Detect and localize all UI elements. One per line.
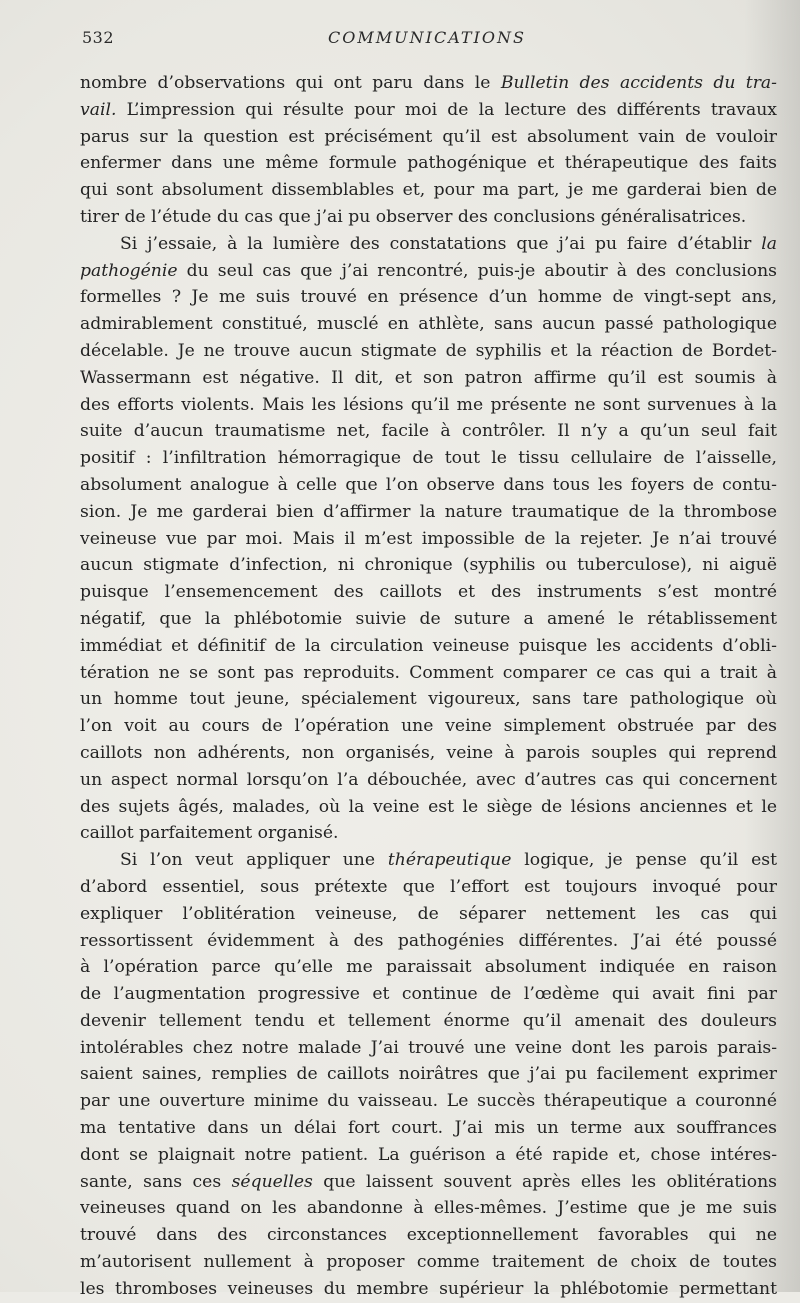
- text-line: [80, 606, 777, 633]
- text-run: parus sur la question est précisément qu’il est absolument vain de vouloir: [80, 126, 777, 147]
- text-run: d’abord essentiel, sous prétexte que l’effort est toujours invoqué pour: [80, 876, 777, 897]
- text-line: [80, 820, 777, 847]
- text-run: puisque l’ensemencement des caillots et des instruments s’est montré: [80, 582, 777, 603]
- text-line: [80, 150, 777, 177]
- italic-term: la: [761, 233, 777, 254]
- italic-term: thérapeutique: [387, 850, 512, 871]
- text-run: que laissent souvent après elles les oblitérations: [312, 1171, 777, 1192]
- text-line: [80, 1115, 777, 1142]
- text-line: [80, 231, 777, 258]
- italic-term: Bulletin des accidents du tra-: [500, 73, 777, 93]
- text-run: veineuses quand on les abandonne à elles-mêmes. J’estime que je me suis: [80, 1198, 777, 1219]
- text-line: [80, 928, 777, 955]
- text-run: m’autorisent nullement à proposer comme traitement de choix de toutes: [80, 1252, 777, 1273]
- text-line: [80, 499, 777, 526]
- text-line: [80, 97, 777, 124]
- text-run: logique, je pense qu’il est: [511, 850, 777, 871]
- text-line: [80, 418, 777, 445]
- body-text: [80, 70, 777, 1303]
- text-line: [80, 70, 777, 97]
- text-line: [80, 311, 777, 338]
- text-line: [80, 579, 777, 606]
- text-line: [80, 445, 777, 472]
- text-run: Si j’essaie, à la lumière des constatations que j’ai pu faire d’établir: [120, 233, 762, 254]
- text-run: décelable. Je ne trouve aucun stigmate de syphilis et la réaction de Bordet-: [80, 340, 777, 361]
- text-run: Wassermann est négative. Il dit, et son patron affirme qu’il est soumis à: [80, 367, 777, 388]
- text-run: enfermer dans une même formule pathogénique et thérapeutique des faits: [80, 153, 777, 174]
- text-line: [80, 1142, 777, 1169]
- text-run: veineuse vue par moi. Mais il m’est impossible de la rejeter. Je n’ai trouvé: [80, 528, 777, 549]
- text-run: tirer de l’étude du cas que j’ai pu observer des conclusions généralisatrices.: [80, 206, 747, 227]
- text-line: [80, 124, 777, 151]
- italic-term: vail.: [80, 99, 117, 120]
- text-line: [80, 365, 777, 392]
- text-run: des sujets âgés, malades, où la veine est le siège de lésions anciennes et le: [80, 796, 777, 817]
- text-line: [80, 794, 777, 821]
- text-run: expliquer l’oblitération veineuse, de séparer nettement les cas qui: [80, 903, 777, 924]
- text-line: [80, 847, 777, 874]
- text-run: devenir tellement tendu et tellement énorme qu’il amenait des douleurs: [80, 1010, 777, 1031]
- text-line: [80, 1008, 777, 1035]
- text-run: caillot parfaitement organisé.: [80, 823, 339, 844]
- text-line: [80, 1035, 777, 1062]
- text-line: [80, 284, 777, 311]
- text-line: [80, 740, 777, 767]
- text-run: par une ouverture minime du vaisseau. Le succès thérapeutique a couronné: [80, 1091, 777, 1112]
- text-run: sante, sans ces: [80, 1171, 232, 1192]
- text-line: [80, 713, 777, 740]
- text-line: [80, 177, 777, 204]
- text-run: aucun stigmate d’infection, ni chronique (syphilis ou tuberculose), ni aiguë: [80, 555, 777, 576]
- italic-term: pathogénie: [80, 260, 178, 281]
- text-line: [80, 981, 777, 1008]
- page-number: 532: [82, 28, 115, 47]
- text-run: positif : l’infiltration hémorragique de tout le tissu cellulaire de l’aisselle,: [80, 448, 777, 469]
- text-run: dont se plaignait notre patient. La guérison a été rapide et, chose intéres-: [80, 1144, 777, 1165]
- text-line: [80, 1088, 777, 1115]
- text-line: [80, 1061, 777, 1088]
- text-run: saient saines, remplies de caillots noirâtres que j’ai pu facilement exprimer: [80, 1064, 777, 1085]
- text-run: intolérables chez notre malade J’ai trouvé une veine dont les parois parais-: [80, 1037, 777, 1058]
- section-title: COMMUNICATIONS: [328, 28, 526, 47]
- text-run: à l’opération parce qu’elle me paraissait absolument indiquée en raison: [80, 957, 777, 978]
- text-run: L’impression qui résulte pour moi de la lecture des différents travaux: [116, 99, 777, 120]
- running-header: [82, 28, 772, 50]
- text-run: absolument analogue à celle que l’on observe dans tous les foyers de contu-: [80, 474, 777, 495]
- text-run: immédiat et définitif de la circulation veineuse puisque les accidents d’obli-: [80, 635, 777, 656]
- text-run: formelles ? Je me suis trouvé en présence d’un homme de vingt-sept ans,: [80, 287, 777, 308]
- text-line: [80, 1195, 777, 1222]
- text-line: [80, 954, 777, 981]
- text-line: [80, 901, 777, 928]
- text-run: caillots non adhérents, non organisés, veine à parois souples qui reprend: [80, 742, 777, 763]
- text-run: admirablement constitué, musclé en athlète, sans aucun passé pathologique: [80, 314, 777, 335]
- text-line: [80, 767, 777, 794]
- text-run: trouvé dans des circonstances exceptionnellement favorables qui ne: [80, 1225, 777, 1246]
- text-line: [80, 660, 777, 687]
- text-line: [80, 204, 777, 231]
- text-line: [80, 392, 777, 419]
- text-run: l’on voit au cours de l’opération une veine simplement obstruée par des: [80, 716, 777, 737]
- text-run: des efforts violents. Mais les lésions qu’il me présente ne sont survenues à la: [80, 394, 777, 415]
- italic-term: séquelles: [231, 1171, 313, 1192]
- text-run: Si l’on veut appliquer une: [120, 850, 388, 871]
- text-line: [80, 686, 777, 713]
- text-line: [80, 258, 777, 285]
- text-run: ressortissent évidemment à des pathogénies différentes. J’ai été poussé: [80, 930, 777, 951]
- text-line: [80, 874, 777, 901]
- text-run: un homme tout jeune, spécialement vigoureux, sans tare pathologique où: [80, 689, 777, 710]
- text-line: [80, 1222, 777, 1249]
- text-run: qui sont absolument dissemblables et, pour ma part, je me garderai bien de: [80, 180, 777, 201]
- text-line: [80, 1169, 777, 1196]
- text-line: [80, 338, 777, 365]
- text-line: [80, 552, 777, 579]
- text-run: de l’augmentation progressive et continue de l’œdème qui avait fini par: [80, 984, 777, 1005]
- text-line: [80, 526, 777, 553]
- text-run: tération ne se sont pas reproduits. Comment comparer ce cas qui a trait à: [80, 662, 777, 683]
- text-run: du seul cas que j’ai rencontré, puis-je aboutir à des conclusions: [177, 260, 777, 281]
- text-run: ma tentative dans un délai fort court. J’ai mis un terme aux souffrances: [80, 1118, 777, 1139]
- text-run: un aspect normal lorsqu’on l’a débouchée, avec d’autres cas qui concernent: [80, 769, 777, 790]
- text-line: [80, 633, 777, 660]
- text-run: nombre d’observations qui ont paru dans le: [80, 73, 501, 93]
- text-line: [80, 472, 777, 499]
- text-run: sion. Je me garderai bien d’affirmer la nature traumatique de la thrombose: [80, 501, 777, 522]
- text-run: suite d’aucun traumatisme net, facile à contrôler. Il n’y a qu’un seul fait: [80, 421, 777, 442]
- text-line: [80, 1249, 777, 1276]
- text-run: les thromboses veineuses du membre supérieur la phlébotomie permettant: [80, 1278, 777, 1299]
- text-run: négatif, que la phlébotomie suivie de suture a amené le rétablissement: [80, 608, 777, 629]
- text-line: [80, 1276, 777, 1303]
